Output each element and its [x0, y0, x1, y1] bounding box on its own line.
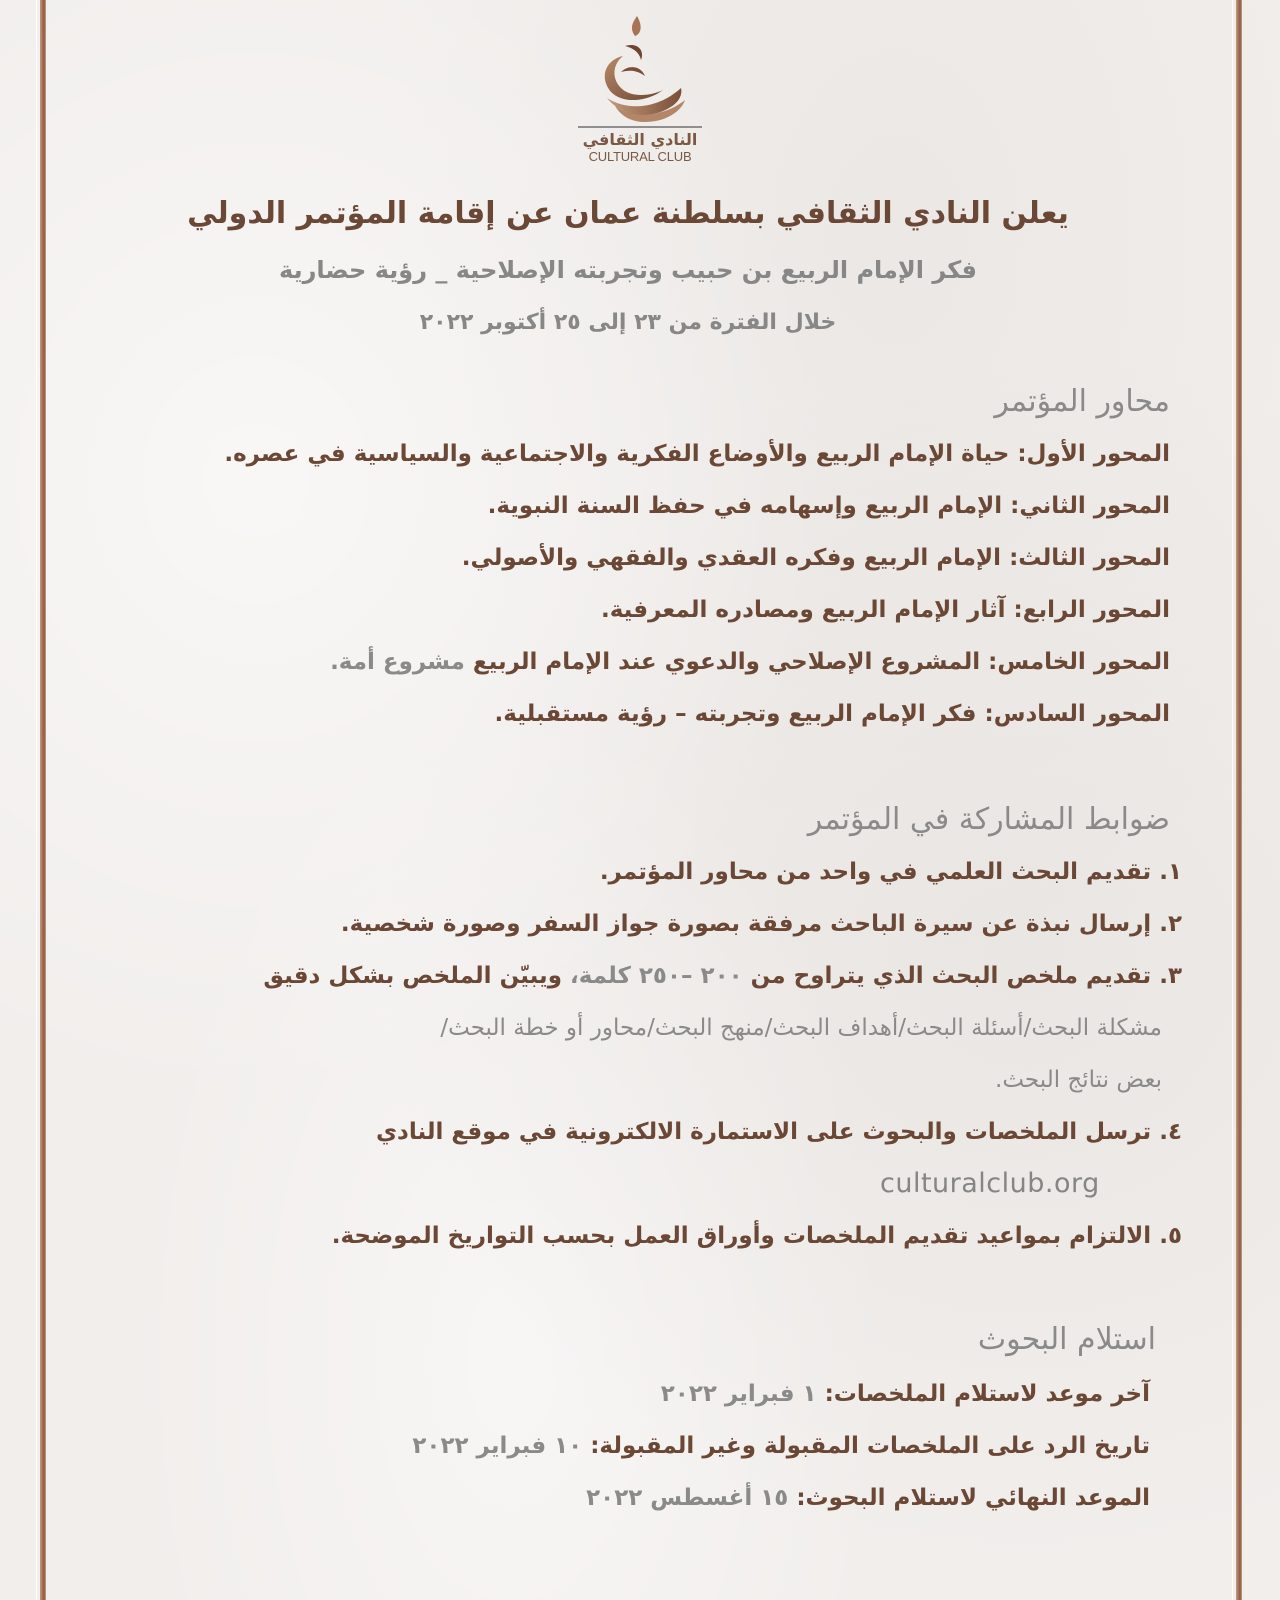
logo-arabic-name: النادي الثقافي — [582, 130, 698, 149]
rule-text: إرسال نبذة عن سيرة الباحث مرفقة بصورة جواز السفر وصورة شخصية. — [340, 911, 1152, 937]
rule-number: ١. — [1159, 859, 1182, 885]
left-frame-line — [40, 0, 46, 1600]
rule-text: الالتزام بمواعيد تقديم الملخصات وأوراق العمل بحسب التواريخ الموضحة. — [331, 1223, 1152, 1249]
deadline-item — [586, 1480, 1150, 1516]
rule-word-count: ٢٠٠ –٢٥٠ كلمة، — [570, 963, 743, 989]
axis-label: المحور الرابع: — [1013, 597, 1170, 623]
rule-text: ويبيّن الملخص بشكل دقيق — [263, 963, 562, 989]
rule-item — [376, 1114, 1182, 1150]
conference-period: خلال الفترة من ٢٣ إلى ٢٥ أكتوبر ٢٠٢٢ — [419, 310, 837, 335]
axis-item — [488, 488, 1170, 524]
deadline-date: ١٥ أغسطس ٢٠٢٢ — [586, 1485, 789, 1511]
rule-item — [263, 958, 1182, 994]
rules-section-title: ضوابط المشاركة في المؤتمر — [807, 802, 1170, 837]
axis-label: المحور الخامس: — [988, 649, 1170, 675]
axis-label: المحور الأول: — [1017, 441, 1170, 467]
rule-text: تقديم البحث العلمي في واحد من محاور المؤتمر. — [599, 859, 1152, 885]
rule-item — [600, 854, 1182, 890]
deadline-date: ١ فبراير ٢٠٢٢ — [660, 1381, 817, 1407]
rule-continuation: مشكلة البحث/أسئلة البحث/أهداف البحث/منهج البحث/محاور أو خطة البحث/ — [440, 1015, 1162, 1041]
deadline-item — [661, 1376, 1150, 1412]
axis-text: الإمام الربيع وفكره العقدي والفقهي والأصولي. — [461, 545, 1002, 571]
axis-text: حياة الإمام الربيع والأوضاع الفكرية والاجتماعية والسياسية في عصره. — [224, 441, 1010, 467]
rule-text: تقديم ملخص البحث الذي يتراوح من — [750, 963, 1152, 989]
axis-item — [330, 644, 1170, 680]
submission-section-title: استلام البحوث — [977, 1322, 1156, 1357]
rule-item — [341, 906, 1182, 942]
deadline-label: آخر موعد لاستلام الملخصات: — [824, 1381, 1150, 1407]
rule-number: ٣. — [1159, 963, 1182, 989]
rule-number: ٤. — [1159, 1119, 1182, 1145]
website-link[interactable]: culturalclub.org — [880, 1168, 1100, 1199]
rule-text: ترسل الملخصات والبحوث على الاستمارة الالكترونية في موقع النادي — [375, 1119, 1152, 1145]
axis-text: آثار الإمام الربيع ومصادره المعرفية. — [600, 597, 1006, 623]
right-frame-line — [1236, 0, 1242, 1600]
cultural-club-logo — [578, 12, 702, 172]
rule-number: ٥. — [1159, 1223, 1182, 1249]
deadline-item — [412, 1428, 1150, 1464]
conference-title: فكر الإمام الربيع بن حبيب وتجربته الإصلاحية _ رؤية حضارية — [279, 256, 977, 284]
logo-english-name: CULTURAL CLUB — [588, 149, 692, 164]
axis-item — [495, 696, 1170, 732]
axis-text: فكر الإمام الربيع وتجربته – رؤية مستقبلية. — [494, 701, 977, 727]
announcement-headline: يعلن النادي الثقافي بسلطنة عمان عن إقامة المؤتمر الدولي — [187, 196, 1069, 231]
axis-item — [224, 436, 1170, 472]
axes-section-title: محاور المؤتمر — [994, 384, 1170, 419]
axis-label: المحور الثاني: — [1010, 493, 1170, 519]
axis-label: المحور الثالث: — [1009, 545, 1170, 571]
rule-number: ٢. — [1159, 911, 1182, 937]
axis-text: المشروع الإصلاحي والدعوي عند الإمام الربيع — [472, 649, 981, 675]
rule-item — [332, 1218, 1182, 1254]
logo-divider — [578, 126, 702, 128]
axis-text: الإمام الربيع وإسهامه في حفظ السنة النبوية. — [487, 493, 1003, 519]
axis-label: المحور السادس: — [984, 701, 1170, 727]
rule-continuation: بعض نتائج البحث. — [995, 1067, 1162, 1093]
axis-text-highlight: مشروع أمة. — [330, 649, 465, 675]
cultural-club-calligraphy-logo-icon — [585, 12, 695, 124]
deadline-label: تاريخ الرد على الملخصات المقبولة وغير المقبولة: — [590, 1433, 1150, 1459]
axis-item — [462, 540, 1170, 576]
axis-item — [601, 592, 1170, 628]
deadline-label: الموعد النهائي لاستلام البحوث: — [796, 1485, 1150, 1511]
deadline-date: ١٠ فبراير ٢٠٢٢ — [412, 1433, 583, 1459]
